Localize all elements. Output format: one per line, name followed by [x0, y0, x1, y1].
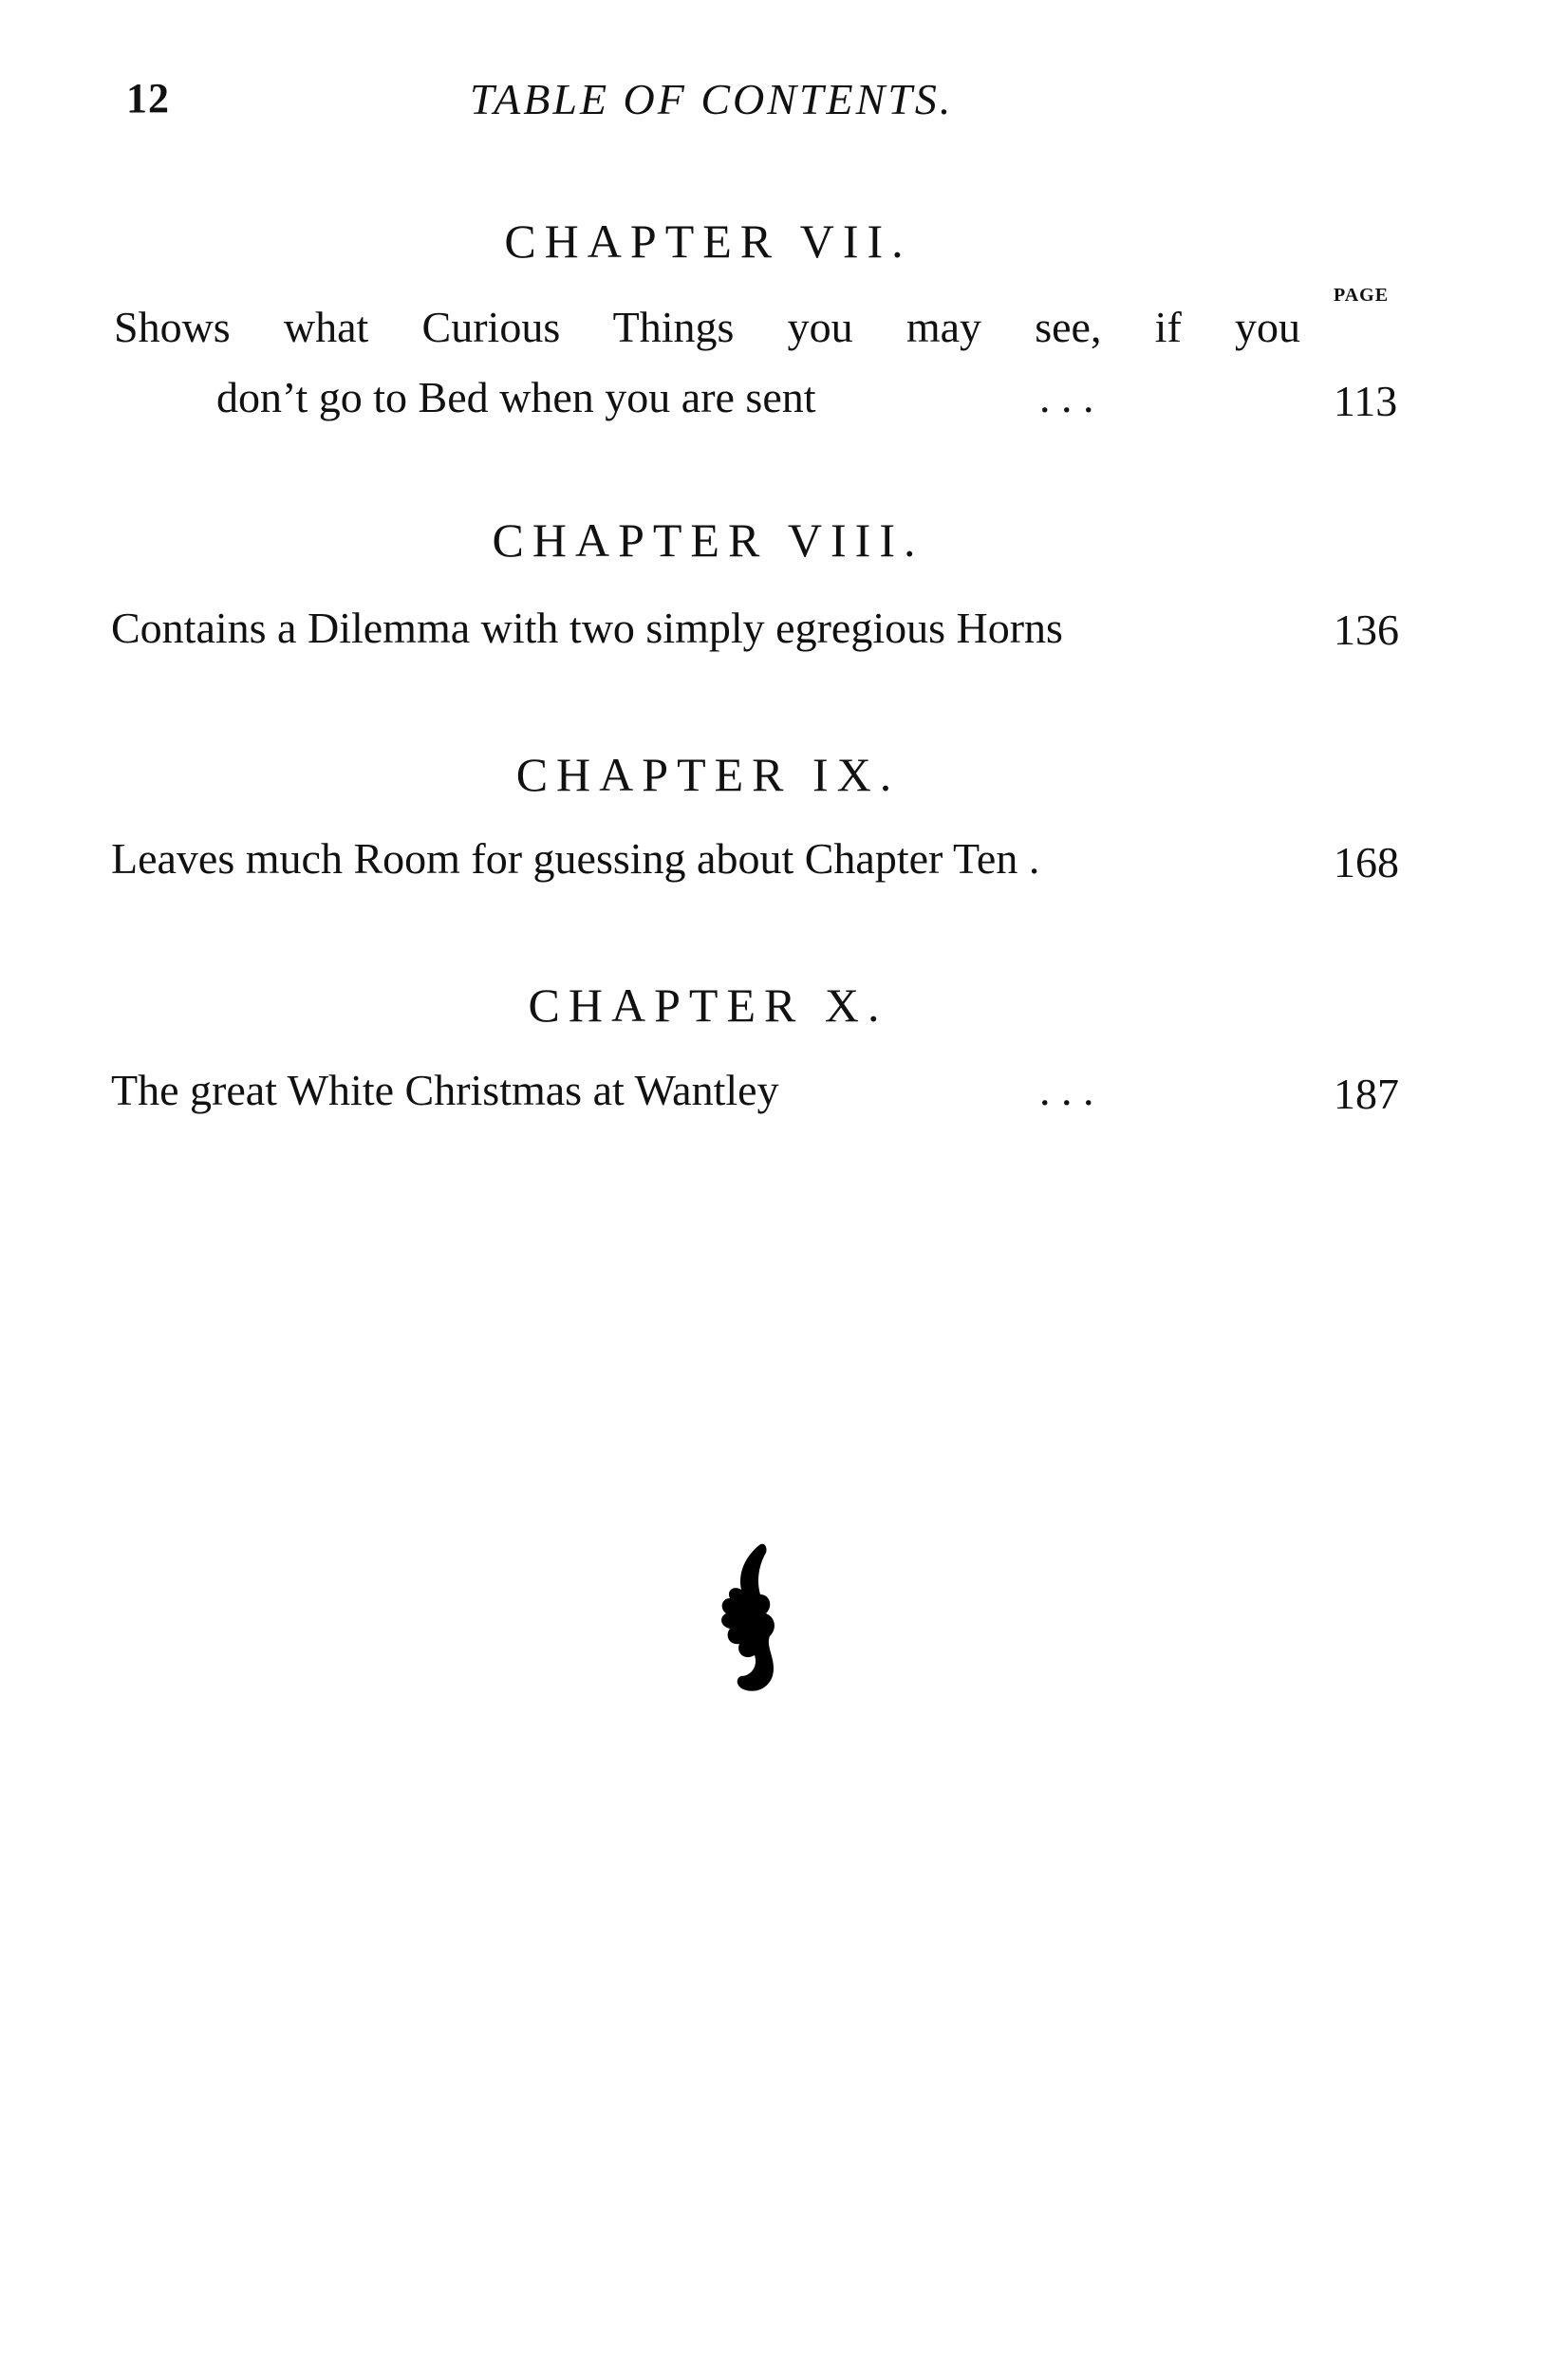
entry-title-line-1: The great White Christmas at Wantley [111, 1066, 779, 1114]
tailpiece-ornament-icon [707, 1538, 793, 1727]
chapter-heading: CHAPTER IX. [515, 748, 901, 801]
entry-page-number: 168 [1334, 838, 1399, 886]
dot-leaders: . . . [1039, 1066, 1094, 1114]
entry-page-number: 136 [1334, 606, 1399, 654]
entry-title-line-1: Shows what Curious Things you may see, if you [114, 303, 1300, 351]
entry-title-line-1: Leaves much Room for guessing about Chapter Ten . [111, 834, 1040, 883]
dot-leaders: . . . [1039, 373, 1094, 421]
entry-title-line-1: Contains a Dilemma with two simply egregious Horns [111, 604, 1063, 652]
page-number: 12 [126, 75, 170, 121]
chapter-heading: CHAPTER X. [528, 978, 888, 1032]
page-column-label: PAGE [1334, 285, 1390, 306]
chapter-heading: CHAPTER VII. [504, 214, 912, 268]
entry-page-number: 113 [1334, 377, 1398, 425]
chapter-heading: CHAPTER VIII. [492, 513, 924, 567]
running-title: TABLE OF CONTENTS. [470, 75, 954, 123]
entry-title-line-2: don’t go to Bed when you are sent [216, 373, 816, 421]
entry-page-number: 187 [1334, 1070, 1399, 1118]
